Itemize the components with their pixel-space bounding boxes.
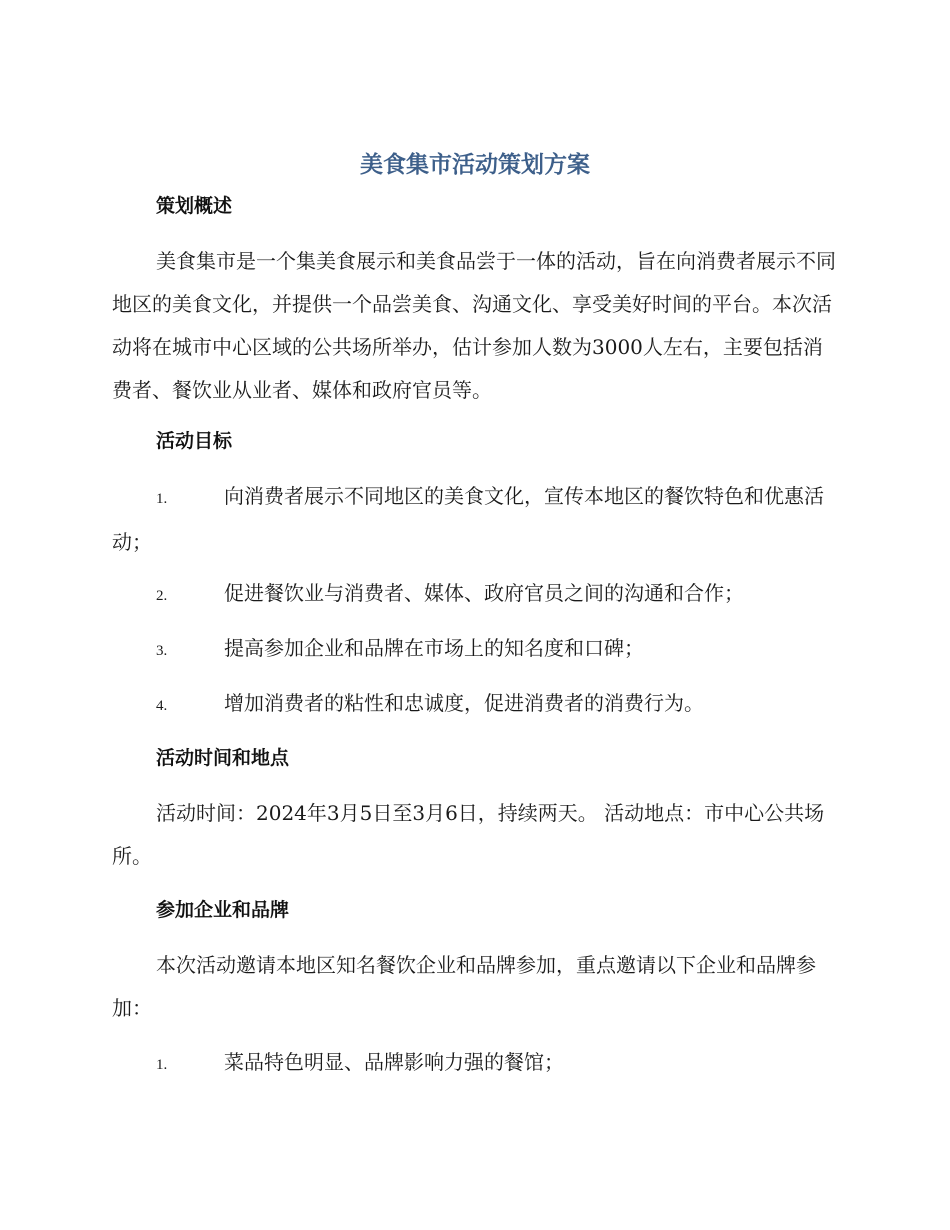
list-item-text: 促进餐饮业与消费者、媒体、政府官员之间的沟通和合作； bbox=[224, 581, 744, 605]
list-item-number: 4. bbox=[156, 698, 168, 714]
time-place-paragraph: 活动时间：2024年3月5日至3月6日，持续两天。 活动地点：市中心公共场所。 bbox=[112, 801, 825, 868]
participants-paragraph: 本次活动邀请本地区知名餐饮企业和品牌参加，重点邀请以下企业和品牌参加： bbox=[112, 953, 816, 1020]
list-item-text: 增加消费者的粘性和忠诚度，促进消费者的消费行为。 bbox=[224, 691, 704, 715]
list-item-text: 向消费者展示不同地区的美食文化，宣传本地区的餐饮特色和优惠活动； bbox=[112, 484, 824, 554]
list-item bbox=[112, 572, 840, 618]
list-item bbox=[112, 1041, 840, 1087]
list-item-number: 3. bbox=[156, 643, 168, 659]
list-item-number: 1. bbox=[156, 491, 168, 507]
section-heading-time-place: 活动时间和地点 bbox=[156, 747, 290, 769]
list-item bbox=[112, 682, 840, 728]
overview-paragraph: 美食集市是一个集美食展示和美食品尝于一体的活动，旨在向消费者展示不同地区的美食文化，并提供一个品尝美食、沟通文化、享受美好时间的平台。本次活动将在城市中心区域的公共场所举办，估计参加人数为3000人左右，主要包括消费者、餐饮业从业者、媒体和政府官员等。 bbox=[112, 249, 836, 402]
section-heading-participants: 参加企业和品牌 bbox=[156, 899, 290, 921]
list-item-number: 1. bbox=[156, 1057, 168, 1073]
document-title: 美食集市活动策划方案 bbox=[360, 152, 590, 178]
section-heading-overview: 策划概述 bbox=[156, 195, 233, 217]
list-item-text: 提高参加企业和品牌在市场上的知名度和口碑； bbox=[224, 636, 644, 660]
list-item-text: 菜品特色明显、品牌影响力强的餐馆； bbox=[224, 1050, 564, 1074]
list-item bbox=[112, 627, 840, 673]
list-item bbox=[112, 475, 840, 564]
section-heading-goals: 活动目标 bbox=[156, 430, 233, 452]
list-item-number: 2. bbox=[156, 588, 168, 604]
